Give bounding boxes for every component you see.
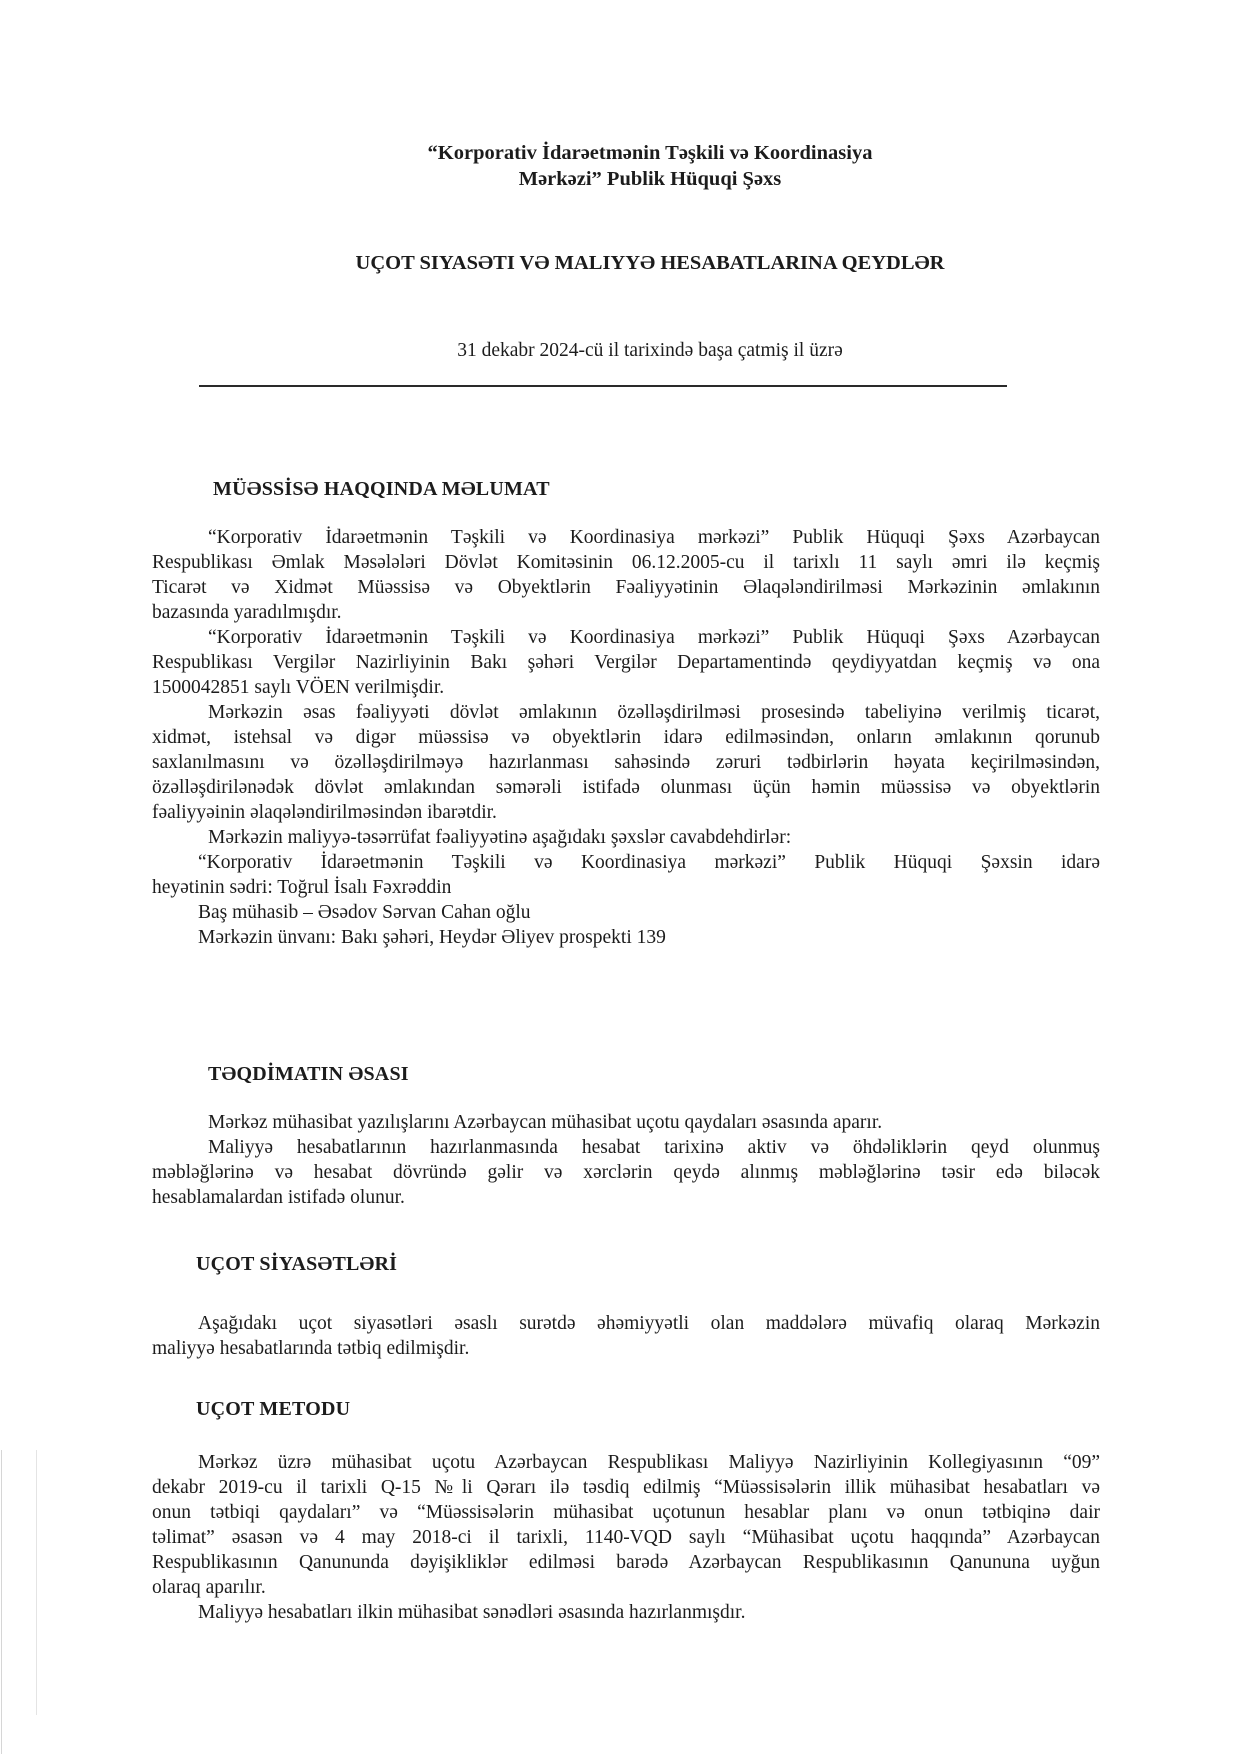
text-line: Respublikasının Qanununda dəyişikliklər edilməsi barədə Azərbaycan Respublikasının Qanununa uyğun: [152, 1552, 1100, 1573]
section-heading-policies: UÇOT SİYASƏTLƏRİ: [196, 1253, 398, 1275]
organization-title-line-2: Mərkəzi” Publik Hüquqi Şəxs: [518, 168, 782, 190]
text-line: 1500042851 saylı VÖEN verilmişdir.: [152, 677, 445, 698]
section-heading-basis: TƏQDİMATIN ƏSASI: [208, 1063, 409, 1085]
document-title: UÇOT SIYASƏTI VƏ MALIYYƏ HESABATLARINA QEYDLƏR: [355, 252, 945, 274]
section-heading-about: MÜƏSSİSƏ HAQQINDA MƏLUMAT: [213, 478, 550, 500]
section-body-method: [152, 1450, 1100, 1625]
text-line: bazasında yaradılmışdır.: [152, 602, 342, 623]
section-body-about: [152, 525, 1100, 950]
section-body-basis: [152, 1110, 1100, 1210]
text-line: Mərkəzin ünvanı: Bakı şəhəri, Heydər Əliyev prospekti 139: [198, 927, 666, 948]
text-line: Mərkəz mühasibat yazılışlarını Azərbaycan mühasibat uçotu qaydaları əsasında aparır.: [208, 1112, 883, 1133]
text-line: Baş mühasib – Əsədov Sərvan Cahan oğlu: [198, 902, 531, 923]
text-line: Respublikası Əmlak Məsələləri Dövlət Komitəsinin 06.12.2005-cu il tarixlı 11 saylı əmri ilə keçmiş: [152, 552, 1100, 573]
text-line: Maliyyə hesabatlarının hazırlanmasında hesabat tarixinə aktiv və öhdəliklərin qeyd olunmuş: [208, 1137, 1100, 1158]
text-line: Respublikası Vergilər Nazirliyinin Bakı şəhəri Vergilər Departamentində qeydiyyatdan keçmiş və ona: [152, 652, 1100, 673]
reporting-period: 31 dekabr 2024-cü il tarixində başa çatmiş il üzrə: [457, 340, 843, 361]
text-line: heyətinin sədri: Toğrul İsalı Fəxrəddin: [152, 877, 452, 898]
text-line: onun tətbiqi qaydaları” və “Müəssisələrin mühasibat uçotunun hesablar planı və onun tətbiqinə dair: [152, 1502, 1100, 1523]
text-line: olaraq aparılır.: [152, 1577, 266, 1598]
text-line: “Korporativ İdarəetmənin Təşkili və Koordinasiya mərkəzi” Publik Hüquqi Şəxsin idarə: [198, 852, 1100, 873]
text-line: maliyyə hesabatlarında tətbiq edilmişdir.: [152, 1338, 470, 1359]
text-line: Aşağıdakı uçot siyasətləri əsaslı surətdə əhəmiyyətli olan maddələrə müvafiq olaraq Mərkəzin: [198, 1313, 1100, 1334]
title-divider: [199, 385, 1007, 387]
text-line: Mərkəzin əsas fəaliyyəti dövlət əmlakının özəlləşdirilməsi prosesində tabeliyinə verilmiş ticarət,: [208, 702, 1100, 723]
organization-title: [0, 140, 1240, 192]
text-line: Ticarət və Xidmət Müəssisə və Obyektlərin Fəaliyyətinin Əlaqələndirilməsi Mərkəzinin əmlakının: [152, 577, 1100, 598]
text-line: Mərkəz üzrə mühasibat uçotu Azərbaycan Respublikası Maliyyə Nazirliyinin Kollegiyasının “09”: [198, 1452, 1100, 1473]
text-line: Maliyyə hesabatları ilkin mühasibat sənədləri əsasında hazırlanmışdır.: [198, 1602, 746, 1623]
text-line: “Korporativ İdarəetmənin Təşkili və Koordinasiya mərkəzi” Publik Hüquqi Şəxs Azərbaycan: [208, 527, 1100, 548]
scan-edge-artifact: [36, 1450, 37, 1715]
text-line: dekabr 2019-cu il tarixli Q-15 №li Qərarı ilə təsdiq edilmiş “Müəssisələrin illik mühasibat hesabatları və: [152, 1477, 1100, 1498]
text-line: saxlanılmasını və özəlləşdirilməyə hazırlanması sahəsində zəruri tədbirlərin həyata keçirilməsindən,: [152, 752, 1100, 773]
organization-title-line-1: “Korporativ İdarəetmənin Təşkili və Koordinasiya: [427, 142, 873, 164]
text-line: Mərkəzin maliyyə-təsərrüfat fəaliyyətinə aşağıdakı şəxslər cavabdehdirlər:: [208, 827, 792, 848]
section-body-policies: [152, 1311, 1100, 1361]
text-line: xidmət, istehsal və digər müəssisə və obyektlərin idarə edilməsindən, onların əmlakının qorunub: [152, 727, 1100, 748]
scan-edge-artifact: [1, 1450, 2, 1754]
section-heading-method: UÇOT METODU: [196, 1398, 351, 1420]
text-line: özəlləşdirilənədək dövlət əmlakından səmərəli istifadə olunması üçün həmin müəssisə və obyektlərin: [152, 777, 1100, 798]
text-line: hesablamalardan istifadə olunur.: [152, 1187, 405, 1208]
text-line: təlimat” əsasən və 4 may 2018-ci il tarixli, 1140-VQD saylı “Mühasibat uçotu haqqında” Azərbaycan: [152, 1527, 1100, 1548]
text-line: fəaliyyəinin əlaqələndirilməsindən ibarətdir.: [152, 802, 497, 823]
text-line: məbləğlərinə və hesabat dövründə gəlir və xərclərin qeydə alınmış məbləğlərinə təsir edə biləcək: [152, 1162, 1100, 1183]
text-line: “Korporativ İdarəetmənin Təşkili və Koordinasiya mərkəzi” Publik Hüquqi Şəxs Azərbaycan: [208, 627, 1100, 648]
